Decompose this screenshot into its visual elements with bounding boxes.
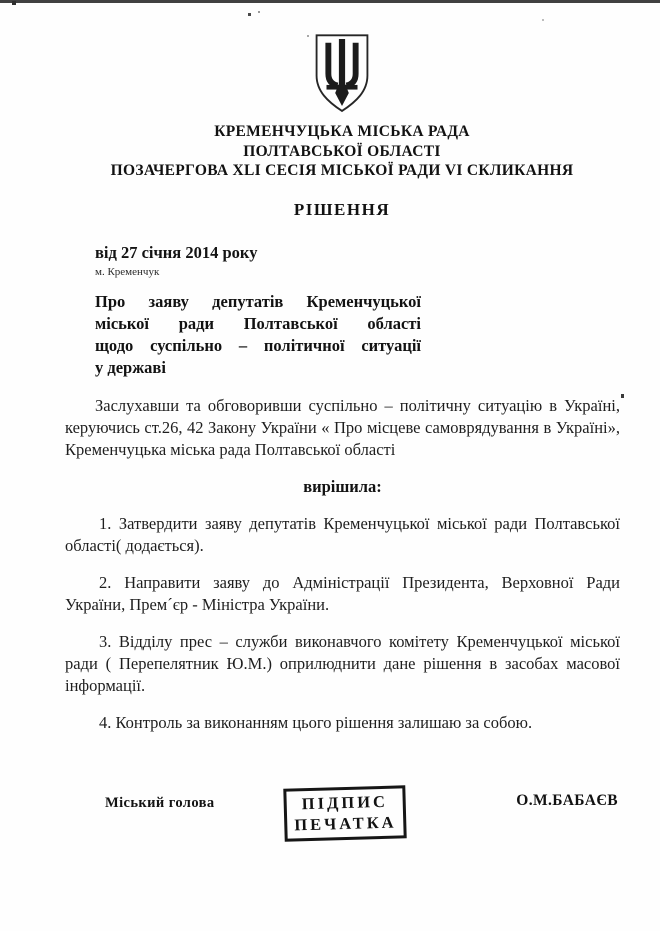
signatory-name: О.М.БАБАЄВ — [516, 792, 618, 809]
stamp-line-signature: ПІДПИС — [301, 791, 389, 814]
subject-line: міської ради Полтавської області — [95, 313, 421, 333]
document-type-title: РІШЕННЯ — [293, 199, 391, 219]
scan-speck — [542, 19, 544, 21]
tryzub-emblem-icon — [311, 32, 373, 118]
scan-speck — [248, 13, 251, 16]
resolution-item-2: 2. Направити заяву до Адміністрації Президента, Верховної Ради України, Прем´єр - Міністра України. — [65, 572, 620, 614]
scan-speck — [12, 1, 16, 5]
stamp-line-seal: ПЕЧАТКА — [294, 812, 397, 835]
scan-speck — [307, 35, 309, 37]
document-subject — [95, 291, 421, 379]
org-name-line2: ПОЛТАВСЬКОЇ ОБЛАСТІ — [243, 142, 441, 160]
document-body — [65, 395, 620, 734]
intro-paragraph: Заслухавши та обговоривши суспільно – політичну ситуацію в Україні, керуючись ст.26, 42 Закону України « Про місцеве самоврядування в Україні», Кременчуцька міська рада Полтавської області — [65, 395, 620, 459]
document-meta — [95, 243, 660, 278]
org-name-line1: КРЕМЕНЧУЦЬКА МІСЬКА РАДА — [214, 123, 470, 140]
resolution-item-1: 1. Затвердити заяву депутатів Кременчуцької міської ради Полтавської області( додається). — [65, 513, 620, 555]
scan-edge-line — [0, 0, 660, 3]
subject-line: щодо суспільно – політичної ситуації — [95, 335, 421, 355]
document-date: від 27 січня 2014 року — [95, 242, 258, 262]
scan-speck — [258, 11, 260, 13]
document-header — [0, 122, 660, 181]
subject-line: у державі — [95, 357, 166, 377]
signatory-title: Міський голова — [105, 795, 215, 811]
signature-stamp-box — [283, 785, 407, 841]
resolution-item-4: 4. Контроль за виконанням цього рішення залишаю за собою. — [99, 712, 533, 732]
resolution-item-3: 3. Відділу прес – служби виконавчого комітету Кременчуцької міської ради ( Перепелятник Ю.М.) оприлюднити дане рішення в засобах масової інформації. — [65, 631, 620, 695]
subject-line: Про заяву депутатів Кременчуцької — [95, 291, 421, 311]
resolved-word: вирішила: — [303, 476, 382, 496]
scan-speck — [621, 394, 624, 398]
document-place: м. Кременчук — [95, 265, 160, 278]
session-line: ПОЗАЧЕРГОВА XLI СЕСІЯ МІСЬКОЇ РАДИ VI СКЛИКАННЯ — [110, 162, 574, 179]
